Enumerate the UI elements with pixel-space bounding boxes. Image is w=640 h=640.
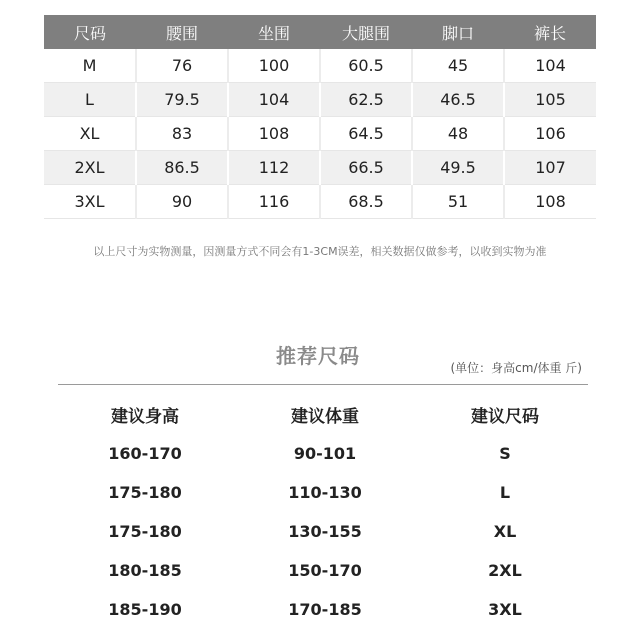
table-row bbox=[55, 473, 595, 512]
cell-pants-length: 106 bbox=[504, 117, 596, 151]
cell-suggested-size: XL bbox=[493, 522, 517, 541]
cell-weight: 150-170 bbox=[288, 561, 362, 580]
cell-pants-length: 107 bbox=[504, 151, 596, 185]
header-leg-opening: 脚口 bbox=[412, 15, 504, 49]
table-row bbox=[44, 83, 596, 117]
cell-pants-length: 104 bbox=[504, 49, 596, 83]
cell-weight: 130-155 bbox=[288, 522, 362, 541]
header-pants-length: 裤长 bbox=[504, 15, 596, 49]
cell-leg-opening: 49.5 bbox=[412, 151, 504, 185]
table-row bbox=[55, 590, 595, 629]
cell-thigh: 60.5 bbox=[320, 49, 412, 83]
header-hip: 坐围 bbox=[228, 15, 320, 49]
cell-pants-length: 105 bbox=[504, 83, 596, 117]
cell-waist: 76 bbox=[136, 49, 228, 83]
cell-weight: 170-185 bbox=[288, 600, 362, 619]
table-row bbox=[44, 49, 596, 83]
cell-hip: 108 bbox=[228, 117, 320, 151]
cell-size: M bbox=[44, 49, 136, 83]
cell-weight: 90-101 bbox=[293, 444, 357, 463]
recommend-header-row bbox=[55, 394, 595, 434]
cell-suggested-size: L bbox=[499, 483, 511, 502]
cell-hip: 104 bbox=[228, 83, 320, 117]
cell-waist: 79.5 bbox=[136, 83, 228, 117]
cell-height: 185-190 bbox=[108, 600, 182, 619]
cell-hip: 100 bbox=[228, 49, 320, 83]
cell-thigh: 66.5 bbox=[320, 151, 412, 185]
cell-waist: 83 bbox=[136, 117, 228, 151]
table-row bbox=[55, 434, 595, 473]
header-suggested-size: 建议尺码 bbox=[471, 406, 539, 427]
cell-weight: 110-130 bbox=[288, 483, 362, 502]
table-row bbox=[55, 551, 595, 590]
recommend-table bbox=[55, 394, 595, 629]
cell-suggested-size: S bbox=[499, 444, 511, 463]
header-weight: 建议体重 bbox=[291, 406, 359, 427]
cell-size: L bbox=[44, 83, 136, 117]
recommend-unit-note: (单位：身高cm/体重 斤) bbox=[450, 361, 582, 375]
cell-pants-length: 108 bbox=[504, 185, 596, 219]
cell-leg-opening: 48 bbox=[412, 117, 504, 151]
measurement-note: 以上尺寸为实物测量，因测量方式不同会有1-3CM误差，相关数据仅做参考，以收到实物为准 bbox=[93, 245, 547, 258]
table-row bbox=[44, 185, 596, 219]
header-height: 建议身高 bbox=[111, 406, 179, 427]
cell-hip: 116 bbox=[228, 185, 320, 219]
cell-thigh: 64.5 bbox=[320, 117, 412, 151]
table-row bbox=[44, 117, 596, 151]
cell-height: 180-185 bbox=[108, 561, 182, 580]
cell-height: 175-180 bbox=[108, 522, 182, 541]
cell-suggested-size: 2XL bbox=[488, 561, 522, 580]
cell-leg-opening: 46.5 bbox=[412, 83, 504, 117]
cell-height: 175-180 bbox=[108, 483, 182, 502]
cell-size: XL bbox=[44, 117, 136, 151]
size-chart-table bbox=[44, 15, 596, 219]
header-size: 尺码 bbox=[44, 15, 136, 49]
recommend-divider bbox=[58, 384, 588, 385]
table-row bbox=[55, 512, 595, 551]
cell-waist: 90 bbox=[136, 185, 228, 219]
cell-leg-opening: 45 bbox=[412, 49, 504, 83]
cell-thigh: 62.5 bbox=[320, 83, 412, 117]
cell-size: 2XL bbox=[44, 151, 136, 185]
cell-thigh: 68.5 bbox=[320, 185, 412, 219]
cell-hip: 112 bbox=[228, 151, 320, 185]
cell-size: 3XL bbox=[44, 185, 136, 219]
cell-waist: 86.5 bbox=[136, 151, 228, 185]
recommend-title: 推荐尺码 bbox=[276, 344, 360, 368]
cell-height: 160-170 bbox=[108, 444, 182, 463]
header-waist: 腰围 bbox=[136, 15, 228, 49]
header-thigh: 大腿围 bbox=[320, 15, 412, 49]
cell-leg-opening: 51 bbox=[412, 185, 504, 219]
cell-suggested-size: 3XL bbox=[488, 600, 522, 619]
size-chart-header-row bbox=[44, 15, 596, 49]
table-row bbox=[44, 151, 596, 185]
